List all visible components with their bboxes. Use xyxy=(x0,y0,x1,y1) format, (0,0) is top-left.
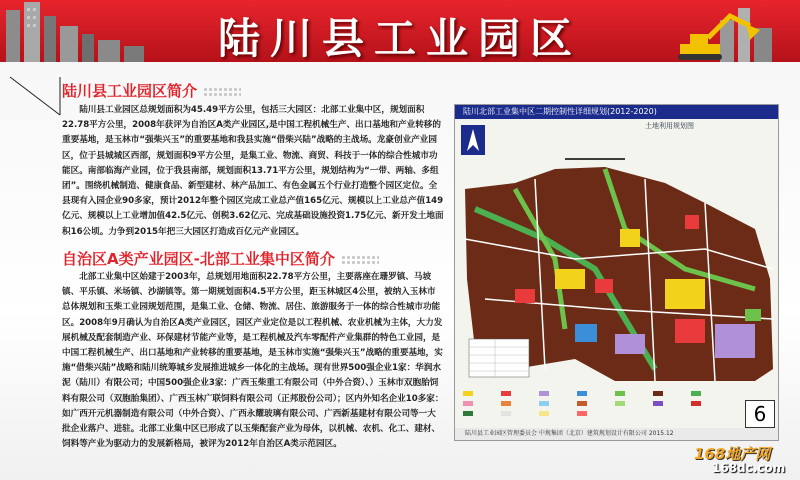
watermark-line1: 168地产网 xyxy=(694,445,771,463)
map-drawing xyxy=(455,119,778,409)
page-number: 6 xyxy=(745,400,775,428)
map-footer: 陆川县工业园区管理委员会 中规集团（北京）建筑规划设计有限公司 2015.12 xyxy=(455,428,778,440)
site-watermark xyxy=(694,443,800,477)
excavator-graphic xyxy=(650,0,800,62)
dotted-decoration xyxy=(341,255,379,265)
corner-line-decoration xyxy=(5,75,65,135)
map-legend xyxy=(461,387,741,423)
section1-paragraph: 陆川县工业园区总规划面积为45.49平方公里，包括三大园区：北部工业集中区，规划面积22.78平方公里，2008年获评为自治区A类产业园区,是中国工程机械生产、出口基地和产业转移的重要基地，是玉林市“强柴兴玉”的重要基地和我县实施“借柴兴陆”战略的主战场。龙豪创业产业园区，位于县城城区西部，规划面积9平方公里，是集工业、物流、商贸、科技于一体的综合性城市功能区。南部临海产业园，位于我县南部，规划面积13.71平方公里，规划结构为“一带、两轴、多组团”。围绕机械制造、健康食品、新型建材、林产品加工、有色金属五个行业打造整个园区定位。全县现有入园企业90多家，预计2012年整个园区完成工业总产值165亿元、规模以上工业总产值149亿元、规模以上工业增加值42.5亿元、创税3.62亿元、完成基础设施投资1.75亿元、新开发土地面积16公顷。力争到2015年把三大园区打造成百亿元产业园区。 xyxy=(62,105,444,237)
map-title: 陆川北部工业集中区二期控制性详细规划(2012-2020) xyxy=(455,105,778,119)
header-banner xyxy=(0,0,800,62)
section2-paragraph: 北部工业集中区始建于2003年，总规划用地面积22.78平方公里，主要落座在珊罗镇、马坡镇、平乐镇、米场镇、沙湖镇等。第一期规划面积4.5平方公里，距玉林城区4公里，被纳入玉林市总体规划和玉柴工业园规划范围，是集工业、仓储、物流、居住、旅游服务于一体的综合性城市功能区。2008年9月确认为自治区A类产业园区，园区产业定位是以工程机械、农业机械为主体，大力发展机械及配套制造产业、环保建材节能产业等，是工程机械及汽车零配件产业集群的特色工业园，是中国工程机械生产、出口基地和产业转移的重要基地，是玉林市实施“强柴兴玉”战略的重要基地，实施“借柴兴陆”战略和陆川统筹城乡发展推进城乡一体化的主战场。现有世界500强企业1家：华润水泥（陆川）有限公司；中国500强企业3家：广西玉柴重工有限公司（中外合资）、）玉林市双胞胎饲料有限公司（双胞胎集团）、广西玉林广联饲料有限公司（正邦股份公司）；区内外知名企业10多家：如广西开元机器制造有限公司（中外合资）、广西永耀玻璃有限公司、广西新基建材有限公司等一大批企业落户、进驻。北部工业集中区已形成了以玉柴配套产业为母体，以机械、农机、化工、建材、饲料等产业为驱动力的发展新格局，被评为2012年自治区A类示范园区。 xyxy=(62,272,444,450)
dotted-decoration xyxy=(203,87,241,97)
watermark-line2: 168dc.com xyxy=(712,461,786,475)
page-title: 陆川县工业园区 xyxy=(217,14,582,62)
map-subtitle: 土地利用规划图 xyxy=(645,122,694,130)
land-use-plan-map xyxy=(454,104,779,441)
section1-heading: 陆川县工业园区简介 xyxy=(62,80,241,101)
section2-heading: 自治区A类产业园区-北部工业集中区简介 xyxy=(62,248,379,269)
